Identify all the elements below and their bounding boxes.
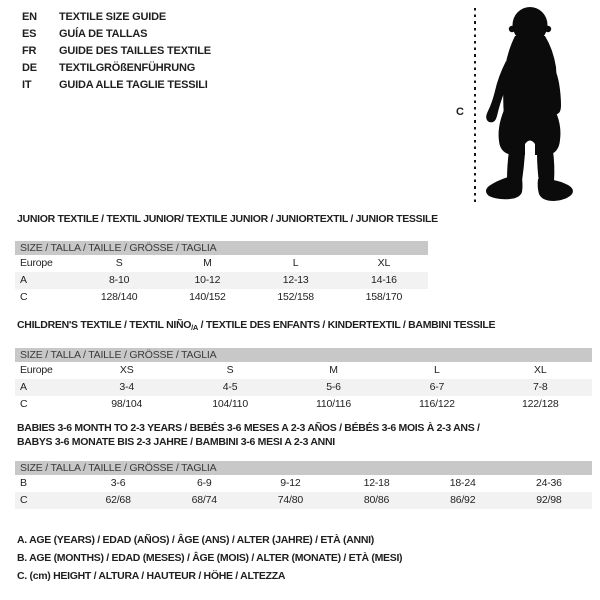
lang-row-de bbox=[22, 60, 211, 77]
lang-label: GUÍA DE TALLAS bbox=[59, 28, 148, 40]
babies-textile-section bbox=[15, 421, 592, 509]
footnote-a: A. AGE (YEARS) / EDAD (AÑOS) / ÂGE (ANS) / ALTER (JAHRE) / ETÀ (ANNI) bbox=[17, 534, 374, 546]
lang-row-en bbox=[22, 9, 211, 26]
size-cell: 80/86 bbox=[333, 492, 419, 509]
size-cell: 98/104 bbox=[111, 398, 143, 410]
size-cell: XL bbox=[534, 364, 547, 376]
size-cell: 74/80 bbox=[247, 492, 333, 509]
size-cell: 12-18 bbox=[363, 477, 390, 489]
footnote-b: B. AGE (MONTHS) / EDAD (MESES) / ÂGE (MOIS) / ALTER (MONATE) / ETÀ (MESI) bbox=[17, 552, 403, 564]
size-cell: 14-16 bbox=[340, 272, 428, 289]
table-row bbox=[15, 272, 428, 289]
size-cell: 12-13 bbox=[252, 272, 340, 289]
title-line-1: BABIES 3-6 MONTH TO 2-3 YEARS / BEBÉS 3-6 MESES A 2-3 AÑOS / BÉBÉS 3-6 MOIS À 2-3 ANS / bbox=[17, 422, 480, 434]
toddler-silhouette-image bbox=[482, 5, 577, 205]
size-cell: L bbox=[434, 364, 440, 376]
size-cell: 92/98 bbox=[506, 492, 592, 509]
junior-textile-section bbox=[15, 213, 438, 306]
table-row bbox=[15, 492, 592, 509]
height-label-c: C bbox=[456, 106, 464, 118]
lang-label: GUIDA ALLE TAGLIE TESSILI bbox=[59, 79, 208, 91]
childrens-textile-section bbox=[15, 319, 592, 413]
lang-row-it bbox=[22, 77, 211, 94]
row-label-cell: A bbox=[15, 272, 75, 289]
row-label-cell: A bbox=[15, 379, 75, 396]
size-cell: M bbox=[203, 257, 212, 269]
footnote-c: C. (cm) HEIGHT / ALTURA / HAUTEUR / HÖHE / ALTEZZA bbox=[17, 570, 286, 582]
size-cell: 24-36 bbox=[535, 477, 562, 489]
language-guide-list bbox=[22, 9, 211, 94]
row-label-cell: C bbox=[20, 398, 28, 410]
size-cell: 62/68 bbox=[75, 492, 161, 509]
size-cell: 122/128 bbox=[522, 398, 559, 410]
size-cell: 104/110 bbox=[212, 398, 248, 410]
size-cell: S bbox=[115, 257, 123, 269]
size-cell: 86/92 bbox=[420, 492, 506, 509]
size-cell: 128/140 bbox=[100, 291, 138, 303]
size-cell: 6-7 bbox=[385, 379, 488, 396]
size-cell: 8-10 bbox=[75, 272, 163, 289]
size-cell: XS bbox=[119, 364, 134, 376]
childrens-textile-table bbox=[15, 362, 592, 413]
lang-row-es bbox=[22, 26, 211, 43]
lang-code: ES bbox=[22, 28, 37, 40]
lang-code: EN bbox=[22, 11, 37, 23]
size-cell: 3-6 bbox=[110, 477, 126, 489]
size-cell: 68/74 bbox=[161, 492, 247, 509]
lang-code: FR bbox=[22, 45, 37, 57]
row-label-cell: Europe bbox=[20, 257, 53, 269]
size-cell: 3-4 bbox=[75, 379, 178, 396]
lang-label: GUIDE DES TAILLES TEXTILE bbox=[59, 45, 211, 57]
table-row bbox=[15, 362, 592, 379]
size-header-bar: SIZE / TALLA / TAILLE / GRÖSSE / TAGLIA bbox=[15, 241, 428, 255]
title-part: CHILDREN'S TEXTILE / TEXTIL NIÑO bbox=[17, 319, 192, 331]
lang-code: IT bbox=[22, 79, 32, 91]
row-label-cell: B bbox=[20, 477, 27, 489]
size-cell: XL bbox=[377, 257, 391, 269]
size-cell: 18-24 bbox=[449, 477, 476, 489]
size-cell: 7-8 bbox=[489, 379, 592, 396]
row-label-cell: C bbox=[15, 492, 75, 509]
title-subscript: /A bbox=[191, 323, 199, 332]
table-title: JUNIOR TEXTILE / TEXTIL JUNIOR/ TEXTILE JUNIOR / JUNIORTEXTIL / JUNIOR TESSILE bbox=[17, 213, 438, 225]
table-row bbox=[15, 255, 428, 272]
junior-textile-table bbox=[15, 255, 428, 306]
size-cell: 110/116 bbox=[315, 398, 351, 410]
size-cell: 5-6 bbox=[282, 379, 385, 396]
size-cell: 10-12 bbox=[163, 272, 251, 289]
size-header-bar: SIZE / TALLA / TAILLE / GRÖSSE / TAGLIA bbox=[15, 461, 592, 475]
size-cell: 140/152 bbox=[189, 291, 226, 303]
lang-label: TEXTILGRÖßENFÜHRUNG bbox=[59, 62, 196, 74]
size-cell: M bbox=[329, 364, 338, 376]
size-cell: 4-5 bbox=[178, 379, 281, 396]
table-row bbox=[15, 475, 592, 492]
size-cell: 158/170 bbox=[365, 291, 403, 303]
lang-row-fr bbox=[22, 43, 211, 60]
lang-label: TEXTILE SIZE GUIDE bbox=[59, 11, 167, 23]
table-row bbox=[15, 396, 592, 413]
footnotes bbox=[17, 531, 402, 585]
table-row bbox=[15, 379, 592, 396]
size-cell: 116/122 bbox=[418, 398, 455, 410]
size-cell: 152/158 bbox=[277, 291, 314, 303]
title-line-2: BABYS 3-6 MONATE BIS 2-3 JAHRE / BAMBINI 3-6 MESI A 2-3 ANNI bbox=[17, 436, 335, 448]
size-cell: 9-12 bbox=[280, 477, 301, 489]
row-label-cell: Europe bbox=[20, 364, 53, 376]
height-dashed-line bbox=[474, 8, 476, 206]
size-cell: L bbox=[292, 257, 299, 269]
size-header-bar: SIZE / TALLA / TAILLE / GRÖSSE / TAGLIA bbox=[15, 348, 592, 362]
lang-code: DE bbox=[22, 62, 37, 74]
table-title bbox=[15, 319, 592, 332]
size-cell: S bbox=[226, 364, 234, 376]
size-cell: 6-9 bbox=[196, 477, 212, 489]
table-row bbox=[15, 289, 428, 306]
table-title bbox=[15, 421, 592, 449]
babies-textile-table bbox=[15, 475, 592, 509]
row-label-cell: C bbox=[20, 291, 28, 303]
title-part: / TEXTILE DES ENFANTS / KINDERTEXTIL / BAMBINI TESSILE bbox=[198, 319, 496, 331]
